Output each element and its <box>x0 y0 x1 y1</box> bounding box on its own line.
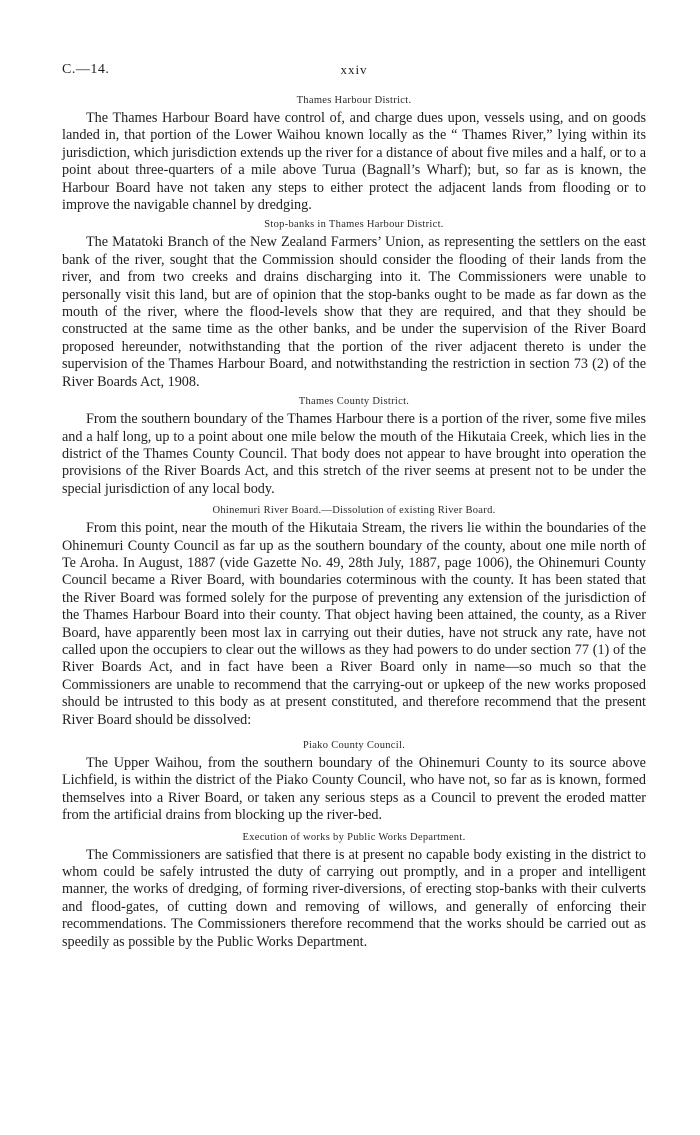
section-paragraph: The Thames Harbour Board have control of, and charge dues upon, vessels using, and on goods landed in, that portion of the Lower Waihou known locally as the “ Thames River,” lying within its jurisdiction, which jurisdiction extends up the river for a distance of about five miles and a half, or to a point about three-quarters of a mile above Turua (Bagnall’s Wharf); but, so far as is known, the Harbour Board have not taken any steps to either protect the adjacent lands from flooding or to improve the navigable channel by dredging. <box>62 110 646 214</box>
page-number: xxiv <box>340 62 368 77</box>
section-paragraph: The Commissioners are satisfied that there is at present no capable body existing in the district to whom could be safely intrusted the duty of carrying out promptly, and in a proper and intelligent manner, the works of dredging, of forming river-diversions, of erecting stop-banks with their culverts and flood-gates, of cutting down and removing of willows, and generally of enforcing their recommendations. The Commissioners therefore recommend that the works should be carried out as speedily as possible by the Public Works Department. <box>62 846 646 950</box>
section-heading: Thames County District. <box>298 396 410 408</box>
section-heading: Stop-banks in Thames Harbour District. <box>264 219 444 231</box>
section-heading: Ohinemuri River Board.—Dissolution of existing River Board. <box>212 505 496 517</box>
section-public-works <box>62 831 646 951</box>
section-thames-county <box>62 395 646 498</box>
section-stop-banks <box>62 218 646 391</box>
section-paragraph: The Matatoki Branch of the New Zealand Farmers’ Union, as representing the settlers on the east bank of the river, sought that the Commission should consider the flooding of their lands from the river, and from two creeks and drains discharging into it. The Commissioners were unable to personally visit this land, but are of opinion that the stop-banks ought to be made as far down as the mouth of the river, where the flood-levels show that they are required, and that they should be constructed at the same time as the other banks, and be under the supervision of the River Board proposed hereunder, notwithstanding that the portion of the river adjacent thereto is under the supervision of the Thames Harbour Board, and notwithstanding the restriction in section 73 (2) of the River Boards Act, 1908. <box>62 234 646 390</box>
section-paragraph: The Upper Waihou, from the southern boundary of the Ohinemuri County to its source above Lichfield, is within the district of the Piako County Council, who have not, so far as is known, formed themselves into a River Board, or taken any serious steps as a Council to prevent the eroded matter from the artificial drains from blocking up the river-bed. <box>62 755 646 824</box>
section-ohinemuri-river-board <box>62 504 646 729</box>
section-heading: Piako County Council. <box>302 740 406 751</box>
page-header <box>62 62 646 82</box>
section-heading: Thames Harbour District. <box>296 95 412 106</box>
section-paragraph: From this point, near the mouth of the Hikutaia Stream, the rivers lie within the boundaries of the Ohinemuri County Council as far up as the southern boundary of the county, about one mile north of Te Aroha. In August, 1887 (vide Gazette No. 49, 28th July, 1887, page 1006), the Ohinemuri County Council became a River Board, with boundaries coterminous with the county. It has been stated that the River Board was formed solely for the purpose of preventing any extension of the jurisdiction of the Thames Harbour Board into their county. That object having been attained, the county, as a River Board, have apparently been most lax in carrying out their duties, have not struck any rate, have not called upon the occupiers to clear out the willows as they had powers to do under section 77 (1) of the River Boards Act, and in fact have been a River Board only in name—so much so that the Commissioners are unable to recommend that the carrying-out or upkeep of the new works proposed should be intrusted to this body as at present constituted, and therefore recommend that the present River Board should be dissolved: <box>62 520 646 728</box>
document-body <box>62 94 646 955</box>
document-reference: C.—14. <box>62 62 110 77</box>
section-piako-county <box>62 739 646 825</box>
section-thames-harbour <box>62 94 646 214</box>
section-heading: Execution of works by Public Works Department. <box>242 831 466 843</box>
section-paragraph: From the southern boundary of the Thames Harbour there is a portion of the river, some five miles and a half long, up to a point about one mile below the mouth of the Hikutaia Creek, which lies in the district of the Thames County Council. That body does not appear to have brought into operation the provisions of the River Boards Act, and this stretch of the river seems at present not to be under the special jurisdiction of any local body. <box>62 411 646 497</box>
